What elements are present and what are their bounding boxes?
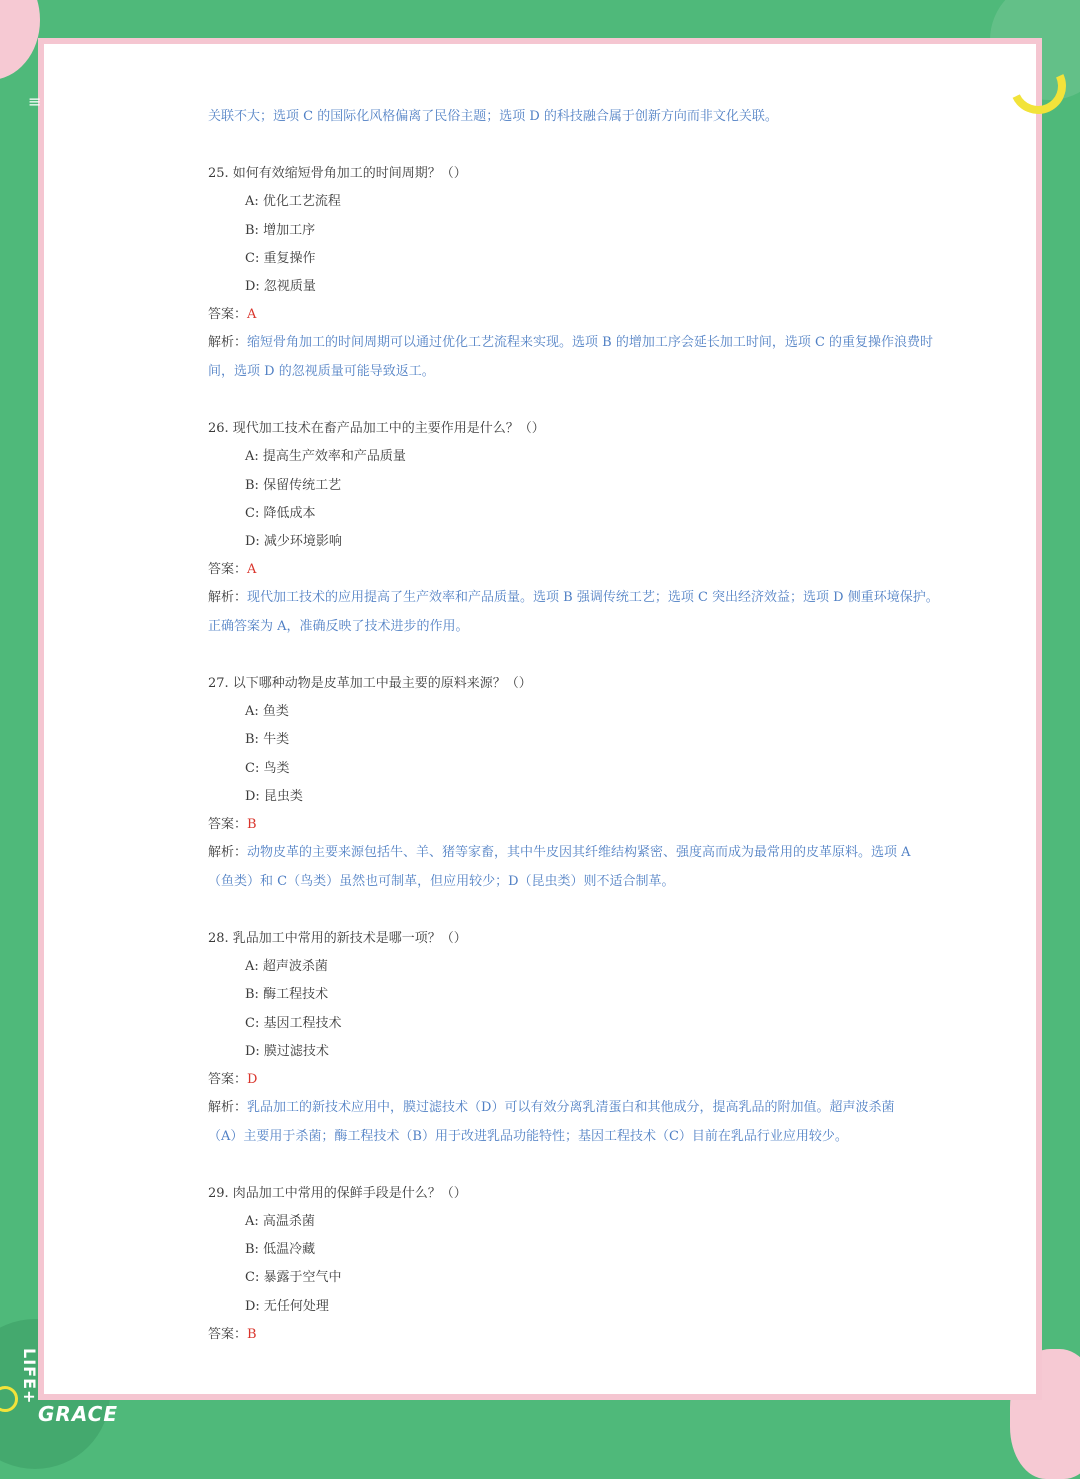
answer-value: B (247, 817, 257, 832)
answer-label: 答案： (208, 1327, 248, 1342)
answer-label: 答案： (208, 307, 248, 322)
paper-page (44, 44, 1036, 1394)
question-27-option-b: B: 牛类 (245, 732, 290, 747)
intro-text: 关联不大；选项 C 的国际化风格偏离了民俗主题；选项 D 的科技融合属于创新方向而非文化关联。 (208, 109, 778, 124)
answer-value: B (247, 1327, 257, 1342)
question-28-analysis-2: （A）主要用于杀菌；酶工程技术（B）用于改进乳品功能特性；基因工程技术（C）目前在乳品行业应用较少。 (208, 1129, 848, 1144)
question-28-answer (208, 1070, 257, 1090)
answer-value: A (247, 307, 257, 322)
analysis-label: 解析： (208, 335, 248, 350)
question-27-stem: 27. 以下哪种动物是皮革加工中最主要的原料来源？（） (208, 676, 532, 691)
question-27-analysis-1 (208, 843, 911, 863)
brand-logo: GRACE (38, 1402, 119, 1426)
question-25-option-a: A: 优化工艺流程 (245, 194, 341, 209)
analysis-text: 动物皮革的主要来源包括牛、羊、猪等家畜，其中牛皮因其纤维结构紧密、强度高而成为最常用的皮革原料。选项 A (247, 845, 911, 860)
question-28-option-a: A: 超声波杀菌 (245, 959, 328, 974)
answer-label: 答案： (208, 1072, 248, 1087)
menu-icon: ≡ (28, 92, 42, 111)
question-29-answer (208, 1325, 257, 1345)
answer-value: A (247, 562, 257, 577)
analysis-text: 乳品加工的新技术应用中，膜过滤技术（D）可以有效分离乳清蛋白和其他成分，提高乳品的附加值。超声波杀菌 (247, 1100, 895, 1115)
analysis-label: 解析： (208, 845, 248, 860)
question-26-option-d: D: 减少环境影响 (245, 534, 342, 549)
paper-frame (38, 38, 1042, 1400)
question-28-analysis-1 (208, 1098, 894, 1118)
answer-label: 答案： (208, 817, 248, 832)
question-25-option-b: B: 增加工序 (245, 223, 316, 238)
question-25-analysis-2: 间，选项 D 的忽视质量可能导致返工。 (208, 364, 435, 379)
analysis-label: 解析： (208, 590, 248, 605)
question-29-option-a: A: 高温杀菌 (245, 1214, 315, 1229)
question-29-option-b: B: 低温冷藏 (245, 1242, 316, 1257)
question-29-option-c: C: 暴露于空气中 (245, 1270, 342, 1285)
question-25-analysis-1 (208, 333, 933, 353)
side-text: LIFE+ (20, 1348, 39, 1405)
question-27-option-c: C: 鸟类 (245, 761, 290, 776)
question-27-answer (208, 815, 257, 835)
analysis-text: 缩短骨角加工的时间周期可以通过优化工艺流程来实现。选项 B 的增加工序会延长加工时间，选项 C 的重复操作浪费时 (247, 335, 934, 350)
question-26-stem: 26. 现代加工技术在畜产品加工中的主要作用是什么？（） (208, 421, 545, 436)
question-26-analysis-2: 正确答案为 A，准确反映了技术进步的作用。 (208, 619, 469, 634)
question-28-option-b: B: 酶工程技术 (245, 987, 329, 1002)
pink-blob-top-left (0, 0, 40, 80)
question-25-stem: 25. 如何有效缩短骨角加工的时间周期？（） (208, 166, 467, 181)
question-28-option-d: D: 膜过滤技术 (245, 1044, 329, 1059)
question-29-stem: 29. 肉品加工中常用的保鲜手段是什么？（） (208, 1186, 467, 1201)
answer-label: 答案： (208, 562, 248, 577)
question-25-option-d: D: 忽视质量 (245, 279, 316, 294)
question-29-option-d: D: 无任何处理 (245, 1299, 329, 1314)
question-26-option-c: C: 降低成本 (245, 506, 316, 521)
answer-value: D (247, 1072, 258, 1087)
question-27-option-a: A: 鱼类 (245, 704, 289, 719)
question-28-option-c: C: 基因工程技术 (245, 1016, 342, 1031)
question-27-option-d: D: 昆虫类 (245, 789, 303, 804)
question-25-answer (208, 305, 256, 325)
question-26-option-a: A: 提高生产效率和产品质量 (245, 449, 406, 464)
question-26-analysis-1 (208, 588, 939, 608)
analysis-label: 解析： (208, 1100, 248, 1115)
question-28-stem: 28. 乳品加工中常用的新技术是哪一项？（） (208, 931, 467, 946)
analysis-text: 现代加工技术的应用提高了生产效率和产品质量。选项 B 强调传统工艺；选项 C 突出经济效益；选项 D 侧重环境保护。 (247, 590, 939, 605)
question-26-answer (208, 560, 256, 580)
question-25-option-c: C: 重复操作 (245, 251, 316, 266)
question-27-analysis-2: （鱼类）和 C（鸟类）虽然也可制革，但应用较少；D（昆虫类）则不适合制革。 (208, 874, 675, 889)
question-26-option-b: B: 保留传统工艺 (245, 478, 342, 493)
